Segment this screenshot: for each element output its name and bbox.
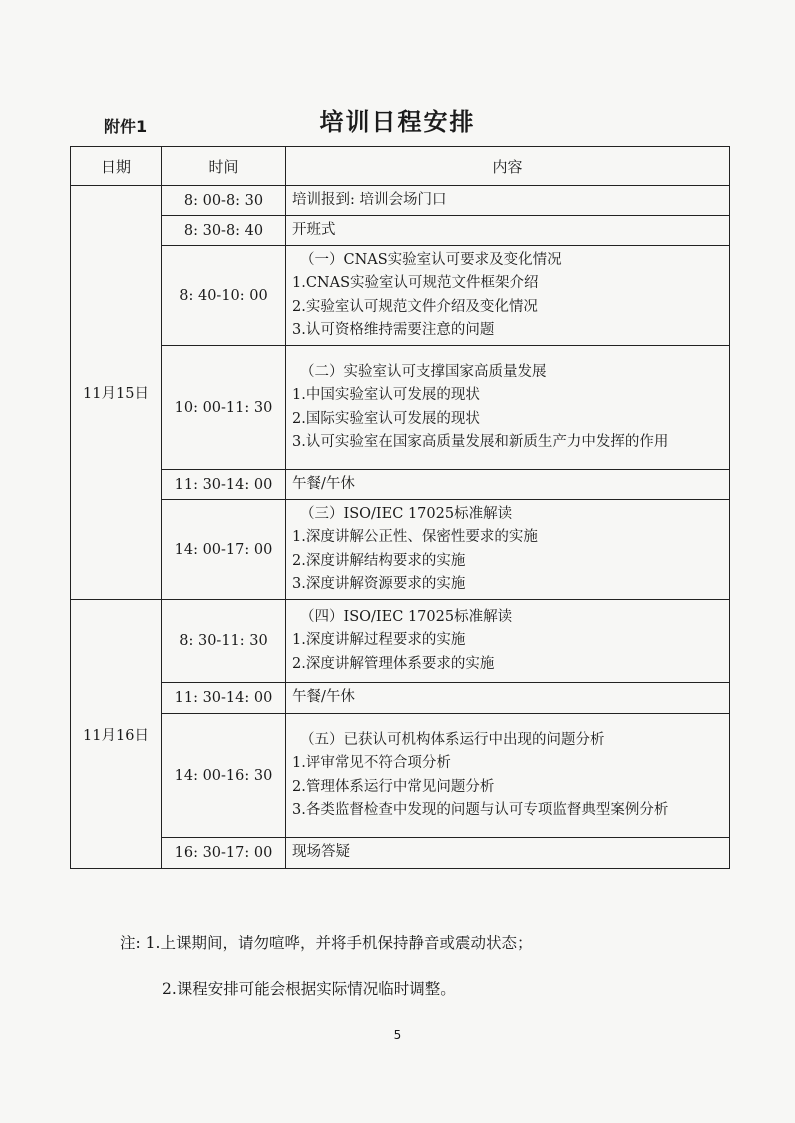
table-row [71,714,730,838]
table-row [71,500,730,600]
table-row [71,470,730,500]
content-line: 2.国际实验室认可发展的现状 [292,410,480,427]
content-cell [286,346,730,470]
content-cell [286,500,730,600]
header-content: 内容 [286,147,730,186]
content-cell [286,186,730,216]
table-header-row [71,147,730,186]
time-cell: 8: 40-10: 00 [162,246,286,346]
content-cell [286,470,730,500]
content-line: 3.认可实验室在国家高质量发展和新质生产力中发挥的作用 [292,434,669,450]
content-line: 3.认可资格维持需要注意的问题 [292,322,495,338]
notes [120,920,532,1012]
time-cell: 8: 30-11: 30 [162,600,286,683]
content-line: 2.深度讲解管理体系要求的实施 [292,655,495,672]
session-heading: （五）已获认可机构体系运行中出现的问题分析 [300,731,605,748]
attachment-label: 附件1 [104,117,148,136]
content-line: 1.评审常见不符合项分析 [292,755,451,771]
note-line-1: 注: 1.上课期间，请勿喧哗，并将手机保持静音或震动状态； [120,934,533,952]
table-row [71,600,730,683]
content-line: 2.深度讲解结构要求的实施 [292,552,466,569]
time-cell: 14: 00-17: 00 [162,500,286,600]
content-line: 1.中国实验室认可发展的现状 [292,387,480,403]
table-row [71,216,730,246]
table-row [71,186,730,216]
date-cell: 11月15日 [71,186,162,600]
content-cell [286,683,730,714]
date-cell: 11月16日 [71,600,162,869]
content-line: 2.实验室认可规范文件介绍及变化情况 [292,298,538,315]
content-line: 现场答疑 [292,844,350,861]
content-line: 培训报到: 培训会场门口 [292,191,447,208]
header-date: 日期 [71,147,162,186]
schedule-body [71,186,730,869]
content-cell [286,714,730,838]
content-line: 3.深度讲解资源要求的实施 [292,576,466,592]
table-row [71,346,730,470]
page-number: 5 [393,1028,402,1042]
session-heading: （四）ISO/IEC 17025标准解读 [300,608,513,625]
content-cell [286,246,730,346]
content-cell [286,216,730,246]
schedule-table [70,146,730,869]
session-heading: （一）CNAS实验室认可要求及变化情况 [300,251,562,268]
content-line: 午餐/午休 [292,475,355,492]
page-title: 培训日程安排 [319,107,476,136]
table-row [71,246,730,346]
session-heading: （二）实验室认可支撑国家高质量发展 [300,363,547,380]
content-cell [286,600,730,683]
time-cell: 11: 30-14: 00 [162,683,286,714]
time-cell: 11: 30-14: 00 [162,470,286,500]
header-time: 时间 [162,147,286,186]
time-cell: 8: 00-8: 30 [162,186,286,216]
session-heading: （三）ISO/IEC 17025标准解读 [300,505,513,522]
content-line: 1.深度讲解过程要求的实施 [292,632,466,649]
content-line: 开班式 [292,221,336,238]
time-cell: 8: 30-8: 40 [162,216,286,246]
table-row [71,683,730,714]
table-row [71,838,730,869]
content-line: 2.管理体系运行中常见问题分析 [292,778,495,795]
time-cell: 14: 00-16: 30 [162,714,286,838]
content-line: 1.深度讲解公正性、保密性要求的实施 [292,529,538,545]
note-line-2: 2.课程安排可能会根据实际情况临时调整。 [162,980,456,998]
time-cell: 10: 00-11: 30 [162,346,286,470]
content-cell [286,838,730,869]
content-line: 1.CNAS实验室认可规范文件框架介绍 [292,275,539,291]
content-line: 3.各类监督检查中发现的问题与认可专项监督典型案例分析 [292,802,669,818]
time-cell: 16: 30-17: 00 [162,838,286,869]
content-line: 午餐/午休 [292,689,355,706]
